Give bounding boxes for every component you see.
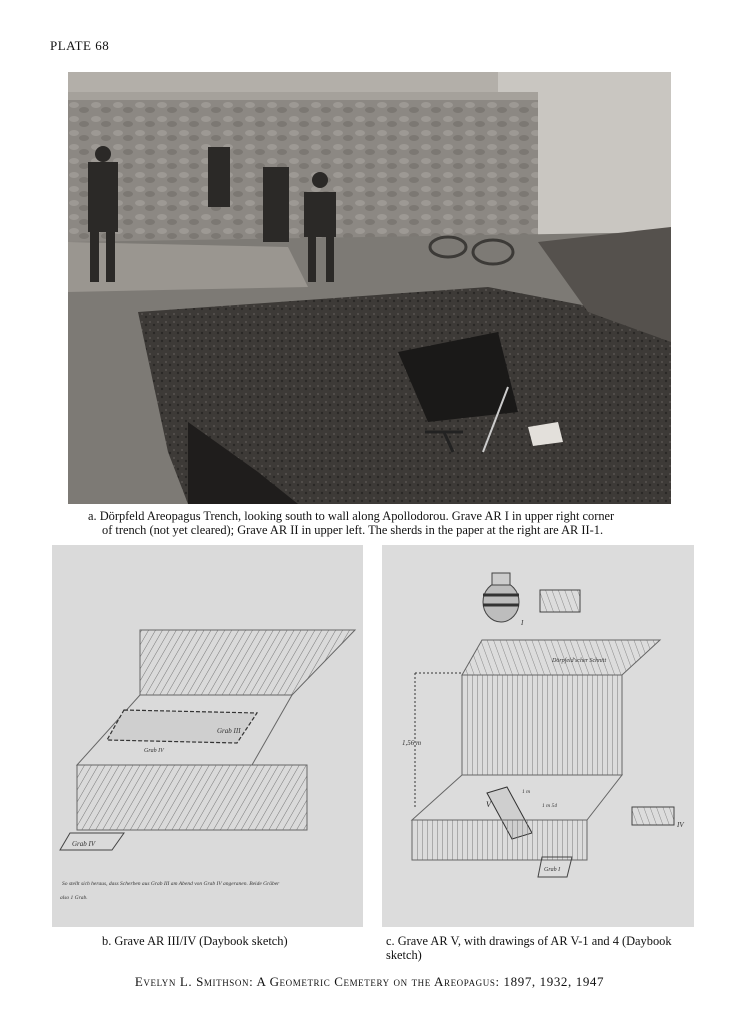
excavation-photograph bbox=[68, 72, 671, 504]
sketch-c-measure-b: 1 m 54 bbox=[542, 803, 557, 809]
daybook-sketch-grave-ar-iii-iv bbox=[52, 545, 363, 927]
sketch-c-measure-a: 1 m bbox=[522, 789, 531, 795]
item-iv-drawing bbox=[632, 807, 674, 825]
sketch-c-label-height: 1,56 m bbox=[402, 739, 422, 747]
sketch-b-notes-line-1: So stellt sich heraus, dass Scherben aus Grab III am Abend von Grab IV angeranen. Beide Gräber bbox=[62, 881, 280, 887]
figure-c-caption-line-1: c. Grave AR V, with drawings of AR V-1 and 4 (Daybook bbox=[386, 934, 672, 948]
sketch-b-label-grab-iii: Grab III bbox=[217, 727, 241, 735]
sketch-c-label-item-i: I bbox=[521, 619, 524, 627]
figure-a-caption bbox=[88, 509, 668, 537]
sketch-c-label-grave-v: V bbox=[486, 800, 491, 809]
figure-a-caption-line-1: a. Dörpfeld Areopagus Trench, looking south to wall along Apollodorou. Grave AR I in upper right corner bbox=[88, 509, 615, 523]
sketch-b-notes-line-2: also 1 Grab. bbox=[60, 895, 88, 901]
figure-c-caption-line-2: sketch) bbox=[386, 948, 422, 962]
figure-b-caption: b. Grave AR III/IV (Daybook sketch) bbox=[102, 934, 288, 948]
sketch-b-label-grab-iv-under: Grab IV bbox=[144, 748, 164, 754]
page-footer: Evelyn L. Smithson: A Geometric Cemetery on the Areopagus: 1897, 1932, 1947 bbox=[134, 974, 605, 989]
daybook-sketch-grave-ar-v bbox=[382, 545, 694, 927]
sketch-c-label-item-iv: IV bbox=[677, 821, 684, 829]
sketch-c-label-grab-i: Grab I bbox=[544, 867, 561, 873]
sketch-c-label-top: Dörpfeld'scher Schnitt bbox=[552, 658, 607, 664]
figure-a-caption-line-2: of trench (not yet cleared); Grave AR II in upper left. The sherds in the paper at the right are AR II-1. bbox=[102, 523, 604, 537]
box-drawing bbox=[540, 590, 580, 612]
plate-label: PLATE 68 bbox=[50, 38, 110, 53]
figure-c-caption bbox=[386, 934, 706, 962]
sketch-b-label-grab-iv-box: Grab IV bbox=[72, 840, 96, 848]
